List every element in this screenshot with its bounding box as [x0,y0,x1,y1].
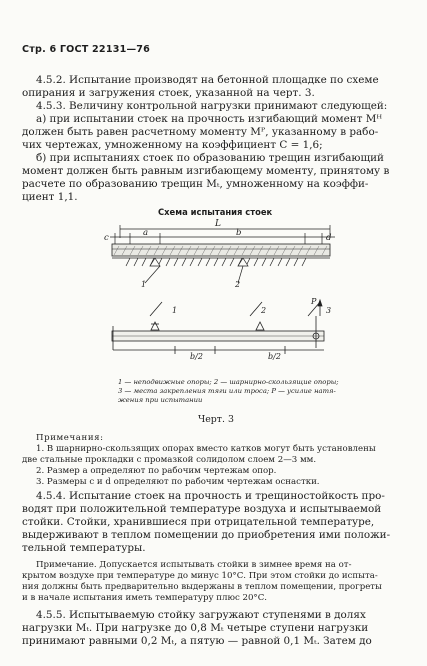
label-d: d [326,233,332,243]
note-line: 2. Размер a определяют по рабочим чертежам опор. [36,466,277,476]
text-line: должен быть равен расчетному моменту Mᴾ, указанному в рабо- [22,126,379,138]
label-b2-left: b/2 [190,352,203,361]
beam-elevation [112,244,330,256]
label-b: b [236,228,242,238]
note-line: 1. В шарнирно-скользящих опорах вместо катков могут быть установлены [36,444,376,454]
label-P: P [311,297,317,306]
label-c: c [104,233,109,243]
text-line: 4.5.3. Величину контрольной нагрузки принимают следующей: [36,100,388,112]
legend-line: 3 — места закрепления тяги или троса; P — усилие натя- [118,387,336,395]
beam-plan [112,300,324,354]
label-2-bottom: 2 [261,306,267,315]
note-line: крытом воздухе при температуре до минус 10°С. При этом стойки до испыта- [22,571,378,581]
label-a: a [143,228,149,238]
text-line: тельной температуры. [22,542,146,554]
note-line: и в начале испытания иметь температуру плюс 20°С. [22,593,268,603]
dimension-L [120,225,330,238]
figure-title: Схема испытания стоек [158,207,273,217]
label-3: 3 [326,306,332,315]
note-line: ния должны быть предварительно выдержаны в теплом помещении, прогреты [22,582,382,592]
label-b2-right: b/2 [268,352,281,361]
text-line: стойки. Стойки, хранившиеся при отрицательной температуре, [22,516,375,528]
text-line: принимают равными 0,2 Mₜ, а пятую — равной 0,1 Mₜ. Затем до [22,635,372,647]
note-line: 3. Размеры c и d определяют по рабочим чертежам оснастки. [36,477,320,487]
text-line: 4.5.2. Испытание производят на бетонной площадке по схеме [36,74,379,86]
text-line: 4.5.5. Испытываемую стойку загружают ступенями в долях [36,609,366,621]
label-2-top: 2 [235,280,241,289]
text-line: опирания и загружения стоек, указанной на черт. 3. [22,87,315,99]
legend-line: жения при испытании [118,396,203,404]
text-line: б) при испытаниях стоек по образованию трещин изгибающий [36,152,384,164]
text-line: а) при испытании стоек на прочность изгибающий момент Mᴴ [36,113,383,125]
text-line: выдерживают в теплом помещении до приобретения ими положи- [22,529,391,541]
page-header: Стр. 6 ГОСТ 22131—76 [22,44,150,55]
text-line: водят при положительной температуре воздуха и испытываемой [22,503,382,515]
text-line: расчете по образованию трещин Mₜ, умноженному на коэффи- [22,178,369,190]
note-line: две стальные прокладки с промазкой солидолом слоем 2—3 мм. [22,455,317,465]
text-line: чих чертежах, умноженному на коэффициент C = 1,6; [22,139,323,151]
note-line: Примечание. Допускается испытывать стойки в зимнее время на от- [36,560,352,570]
text-line: 4.5.4. Испытание стоек на прочность и трещиностойкость про- [36,490,385,502]
text-line: циент 1,1. [22,191,78,203]
text-line: момент должен быть равным изгибающему моменту, принятому в [22,165,390,177]
text-line: нагрузки Mₜ. При нагрузке до 0,8 Mₜ четыре ступени нагрузки [22,622,369,634]
notes-heading: Примечания: [36,433,104,443]
label-L: L [215,219,221,229]
label-1-top: 1 [141,280,147,289]
label-1-bottom: 1 [172,306,178,315]
figure-caption: Черт. 3 [198,414,234,425]
legend-line: 1 — неподвижные опоры; 2 — шарнирно-скользящие опоры; [118,378,339,386]
